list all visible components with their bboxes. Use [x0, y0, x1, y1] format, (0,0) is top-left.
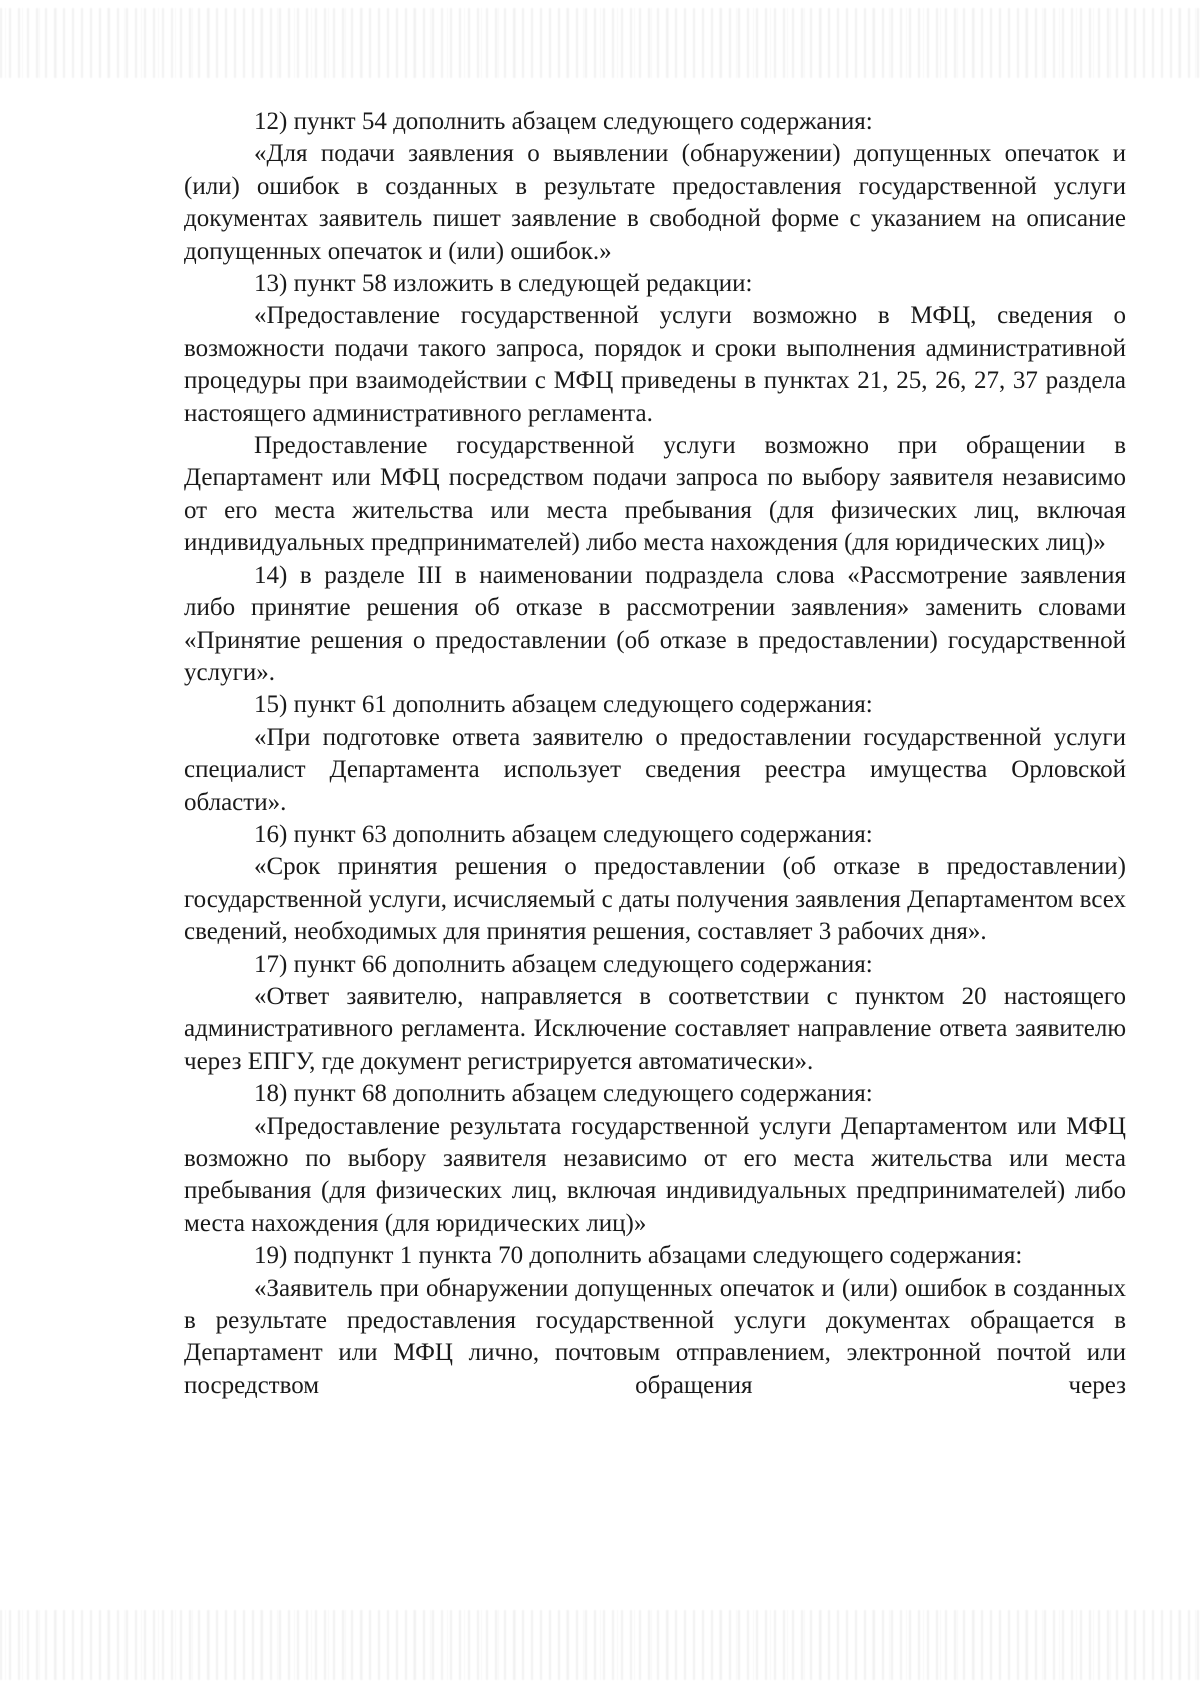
paragraph-quote-item-17: «Ответ заявителю, направляется в соответствии с пунктом 20 настоящего административного регламента. Исключение составляет направление ответа заявителю через ЕПГУ, где документ регистрируется автоматически».	[184, 982, 1126, 1075]
paragraph-quote-item-12: «Для подачи заявления о выявлении (обнаружении) допущенных опечаток и (или) ошибок в созданных в результате предоставления государственной услуги документах заявитель пишет заявление в свободной форме с указанием на описание допущенных опечаток и (или) ошибок.»	[184, 140, 1126, 265]
paragraph-item-15: 15) пункт 61 дополнить абзацем следующего содержания:	[254, 691, 873, 719]
scan-noise-top	[0, 8, 1200, 78]
paragraph-quote-item-15: «При подготовке ответа заявителю о предоставлении государственной услуги специалист Департамента использует сведения реестра имущества Орловской области».	[184, 723, 1126, 816]
paragraph-item-12: 12) пункт 54 дополнить абзацем следующего содержания:	[254, 108, 873, 135]
paragraph-quote-item-13-b: Предоставление государственной услуги возможно при обращении в Департамент или МФЦ посредством подачи запроса по выбору заявителя независимо от его места жительства или места пребывания (для физических лиц, включая индивидуальных предпринимателей) либо места нахождения (для юридических лиц)»	[184, 432, 1126, 557]
paragraph-item-16: 16) пункт 63 дополнить абзацем следующего содержания:	[254, 820, 873, 848]
paragraph-quote-item-16: «Срок принятия решения о предоставлении (об отказе в предоставлении) государственной услуги, исчисляемый с даты получения заявления Департаментом всех сведений, необходимых для принятия решения, составляет 3 рабочих дня».	[184, 853, 1126, 946]
paragraph-item-19: 19) подпункт 1 пункта 70 дополнить абзацами следующего содержания:	[254, 1242, 1023, 1270]
paragraph-item-14: 14) в разделе III в наименовании подраздела слова «Рассмотрение заявления либо принятие решения об отказе в рассмотрении заявления» заменить словами «Принятие решения о предоставлении (об отказе в предоставлении) государственной услуги».	[184, 561, 1126, 686]
document-page	[184, 106, 1126, 1402]
scan-noise-bottom	[0, 1610, 1200, 1680]
paragraph-item-13: 13) пункт 58 изложить в следующей редакции:	[254, 270, 753, 298]
paragraph-quote-item-19: «Заявитель при обнаружении допущенных опечаток и (или) ошибок в созданных в результате предоставления государственной услуги документах обращается в Департамент или МФЦ лично, почтовым отправлением, электронной почтой или посредством обращения через	[184, 1274, 1126, 1399]
paragraph-quote-item-18: «Предоставление результата государственной услуги Департаментом или МФЦ возможно по выбору заявителя независимо от его места жительства или места пребывания (для физических лиц, включая индивидуальных предпринимателей) либо места нахождения (для юридических лиц)»	[184, 1112, 1126, 1237]
paragraph-item-18: 18) пункт 68 дополнить абзацем следующего содержания:	[254, 1080, 873, 1108]
paragraph-quote-item-13-a: «Предоставление государственной услуги возможно в МФЦ, сведения о возможности подачи такого запроса, порядок и сроки выполнения административной процедуры при взаимодействии с МФЦ приведены в пунктах 21, 25, 26, 27, 37 раздела настоящего административного регламента.	[184, 302, 1126, 427]
paragraph-item-17: 17) пункт 66 дополнить абзацем следующего содержания:	[254, 950, 873, 978]
